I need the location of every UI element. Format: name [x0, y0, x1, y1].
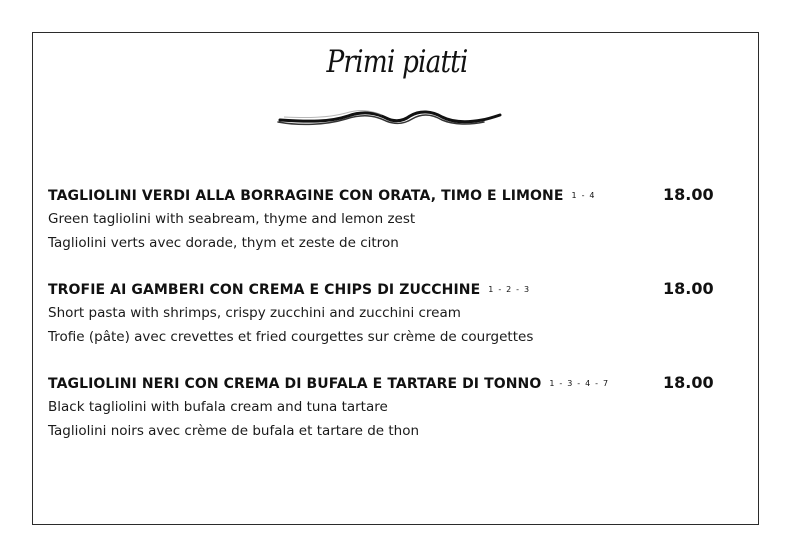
description-french: Tagliolini noirs avec crème de bufala et tartare de thon — [48, 423, 420, 439]
dish-price: 18.00 — [663, 279, 714, 298]
dish-name-line — [48, 282, 530, 298]
dish-name: TROFIE AI GAMBERI CON CREMA E CHIPS DI ZUCCHINE — [48, 282, 481, 298]
section-title: Primi piatti — [326, 44, 468, 80]
description-english: Short pasta with shrimps, crispy zucchini and zucchini cream — [48, 305, 461, 321]
dish-name-line — [48, 376, 609, 392]
description-english: Green tagliolini with seabream, thyme and lemon zest — [48, 211, 416, 227]
description-english: Black tagliolini with bufala cream and tuna tartare — [48, 399, 388, 415]
description-french: Trofie (pâte) avec crevettes et fried courgettes sur crème de courgettes — [48, 329, 534, 345]
dish-name-line — [48, 188, 596, 204]
dish-name: TAGLIOLINI NERI CON CREMA DI BUFALA E TARTARE DI TONNO — [48, 376, 542, 392]
dish-price: 18.00 — [663, 373, 714, 392]
allergen-codes: 1 - 2 - 3 — [488, 285, 531, 294]
brush-swash-divider — [270, 100, 510, 134]
dish-name: TAGLIOLINI VERDI ALLA BORRAGINE CON ORATA, TIMO E LIMONE — [48, 188, 564, 204]
allergen-codes: 1 - 4 — [571, 191, 596, 200]
dish-price: 18.00 — [663, 185, 714, 204]
description-french: Tagliolini verts avec dorade, thym et zeste de citron — [48, 235, 399, 251]
allergen-codes: 1 - 3 - 4 - 7 — [549, 379, 610, 388]
